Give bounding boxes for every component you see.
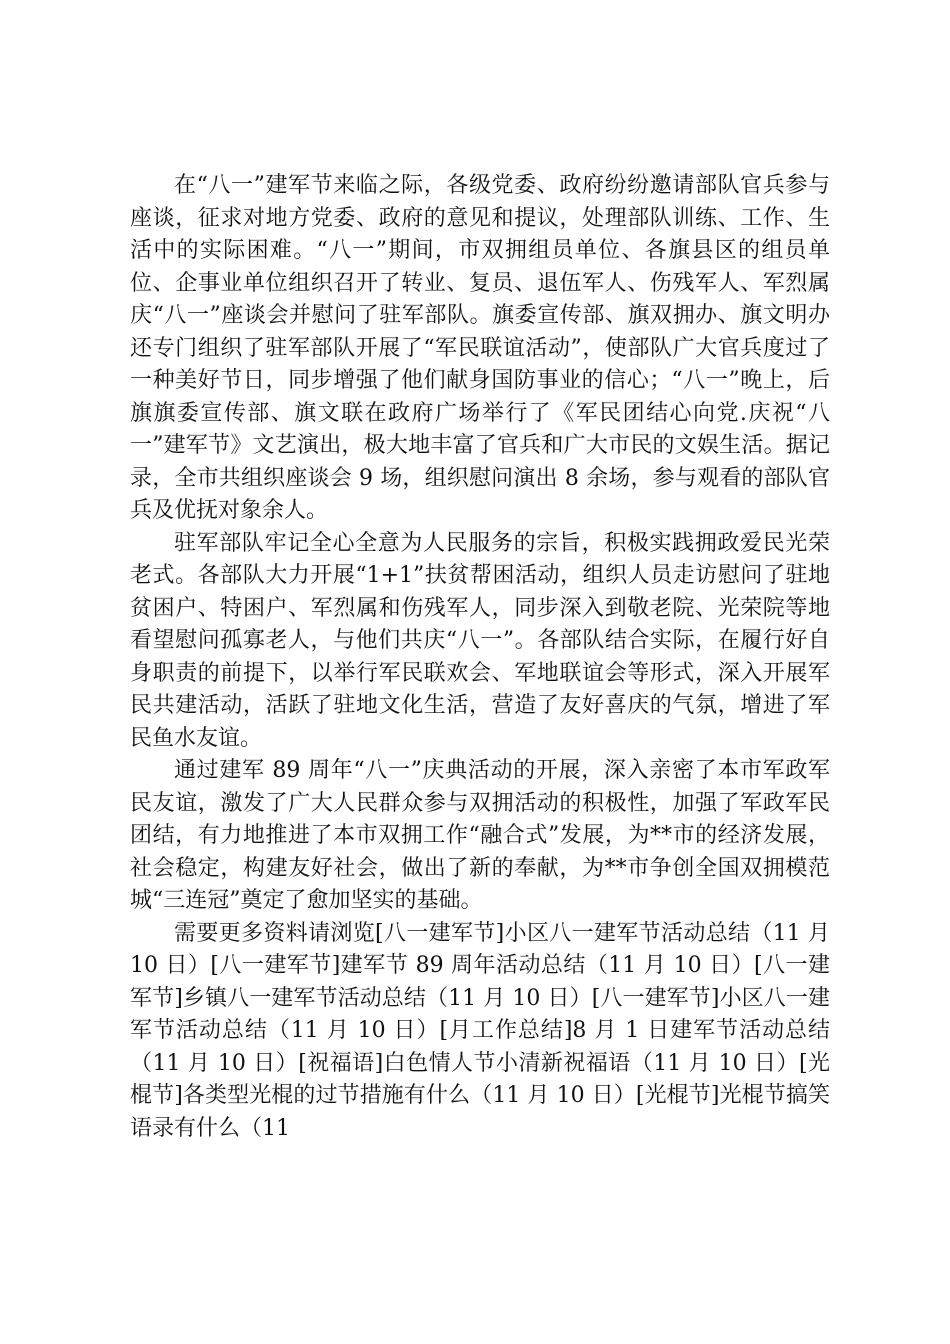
paragraph-2: 驻军部队牢记全心全意为人民服务的宗旨，积极实践拥政爱民光荣老式。各部队大力开展“1+1”扶贫帮困活动，组织人员走访慰问了驻地贫困户、特困户、军烈属和伤残军人，同步深入到敬老院、光荣院等地看望慰问孤寡老人，与他们共庆“八一”。各部队结合实际，在履行好自身职责的前提下，以举行军民联欢会、军地联谊会等形式，深入开展军民共建活动，活跃了驻地文化生活，营造了友好喜庆的气氛，增进了军民鱼水友谊。	[130, 530, 830, 751]
paragraph-1: 在“八一”建军节来临之际，各级党委、政府纷纷邀请部队官兵参与座谈，征求对地方党委、政府的意见和提议，处理部队训练、工作、生活中的实际困难。“八一”期间，市双拥组员单位、各旗县区的组员单位、企事业单位组织召开了转业、复员、退伍军人、伤残军人、军烈属庆“八一”座谈会并慰问了驻军部队。旗委宣传部、旗双拥办、旗文明办还专门组织了驻军部队开展了“军民联谊活动”，使部队广大官兵度过了一种美好节日，同步增强了他们献身国防事业的信心；“八一”晚上，后旗旗委宣传部、旗文联在政府广场举行了《军民团结心向党.庆祝“八一”建军节》文艺演出，极大地丰富了官兵和广大市民的文娱生活。据记录，全市共组织座谈会 9 场，组织慰问演出 8 余场，参与观看的部队官兵及优抚对象余人。	[130, 173, 830, 523]
document-body	[130, 170, 830, 1145]
paragraph-4: 需要更多资料请浏览[八一建军节]小区八一建军节活动总结（11 月 10 日）[八一建军节]建军节 89 周年活动总结（11 月 10 日）[八一建军节]乡镇八一建军节活动总结（11 月 10 日）[八一建军节]小区八一建军节活动总结（11 月 10 日）[月工作总结]8 月 1 日建军节活动总结（11 月 10 日）[祝福语]白色情人节小清新祝福语（11 月 10 日）[光棍节]各类型光棍的过节措施有什么（11 月 10 日）[光棍节]光棍节搞笑语录有什么（11	[130, 920, 830, 1141]
paragraph-3: 通过建军 89 周年“八一”庆典活动的开展，深入亲密了本市军政军民友谊，激发了广大人民群众参与双拥活动的积极性，加强了军政军民团结，有力地推进了本市双拥工作“融合式”发展，为**市的经济发展，社会稳定，构建友好社会，做出了新的奉献，为**市争创全国双拥模范城“三连冠”奠定了愈加坚实的基础。	[130, 758, 830, 913]
